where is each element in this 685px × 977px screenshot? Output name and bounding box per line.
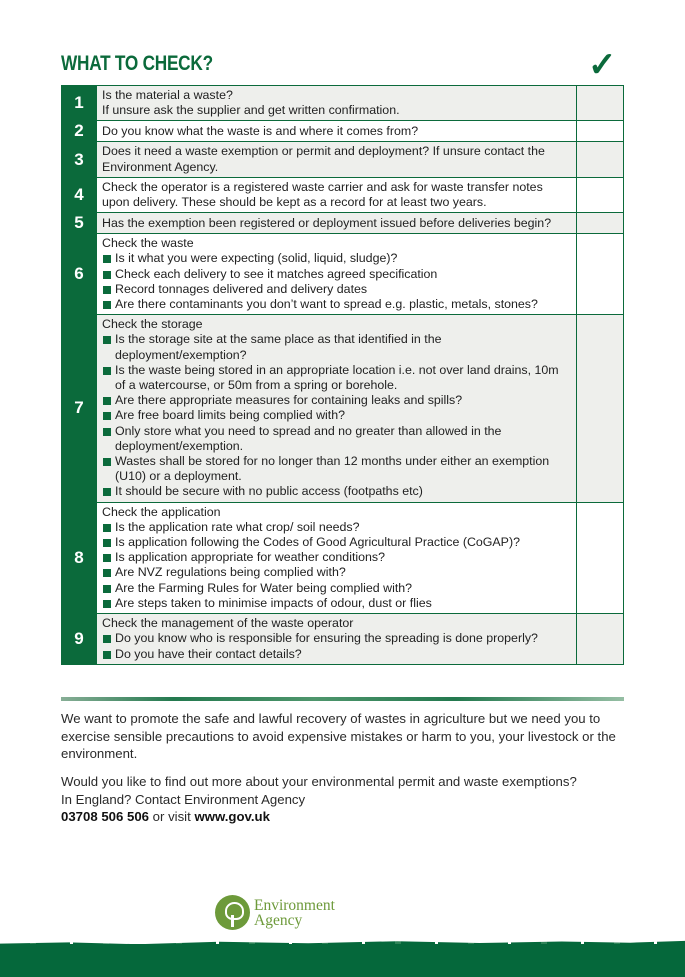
row-text bbox=[97, 142, 577, 177]
row-line: If unsure ask the supplier and get written confirmation. bbox=[102, 103, 400, 118]
checklist-row bbox=[62, 614, 624, 665]
check-box-cell[interactable] bbox=[577, 142, 624, 177]
checklist-row bbox=[62, 315, 624, 502]
website-link[interactable]: www.gov.uk bbox=[194, 809, 270, 824]
row-heading: Is the material a waste? bbox=[102, 88, 233, 102]
bullet-item: Only store what you need to spread and no greater than allowed in the deployment/exemption. bbox=[102, 424, 571, 454]
checklist-row bbox=[62, 142, 624, 177]
check-box-cell[interactable] bbox=[577, 121, 624, 142]
row-text bbox=[97, 121, 577, 142]
row-heading: Check the application bbox=[102, 504, 221, 519]
row-text bbox=[97, 86, 577, 121]
row-text bbox=[97, 177, 577, 212]
row-number: 2 bbox=[62, 121, 97, 142]
row-heading: Does it need a waste exemption or permit and deployment? If unsure contact the Environment Agency. bbox=[102, 144, 545, 174]
bullet-item: Are there contaminants you don’t want to spread e.g. plastic, metals, stones? bbox=[102, 297, 571, 312]
row-number: 7 bbox=[62, 315, 97, 502]
row-number: 6 bbox=[62, 234, 97, 315]
bullet-list bbox=[102, 631, 571, 661]
environment-agency-logo bbox=[215, 895, 335, 930]
row-text bbox=[97, 502, 577, 613]
bullet-item: Is the storage site at the same place as that identified in the deployment/exemption? bbox=[102, 332, 571, 362]
row-heading: Do you know what the waste is and where it comes from? bbox=[102, 123, 419, 138]
bullet-item: Do you know who is responsible for ensuring the spreading is done properly? bbox=[102, 631, 571, 646]
checklist-row bbox=[62, 502, 624, 613]
checklist-table bbox=[61, 85, 624, 665]
bullet-item: Is it what you were expecting (solid, liquid, sludge)? bbox=[102, 251, 571, 266]
bullet-item: Is the application rate what crop/ soil needs? bbox=[102, 520, 571, 535]
row-text bbox=[97, 315, 577, 502]
checklist-row bbox=[62, 86, 624, 121]
bullet-item: Is the waste being stored in an appropriate location i.e. not over land drains, 10m of a watercourse, or 50m from a spring or borehole. bbox=[102, 363, 571, 393]
check-box-cell[interactable] bbox=[577, 234, 624, 315]
row-heading: Check the management of the waste operator bbox=[102, 616, 354, 631]
bullet-item: It should be secure with no public access (footpaths etc) bbox=[102, 484, 571, 499]
phone-number[interactable]: 03708 506 506 bbox=[61, 809, 150, 824]
row-heading: Check the operator is a registered waste carrier and ask for waste transfer notes upon delivery. These should be kept as a record for at least two years. bbox=[102, 179, 543, 210]
bullet-item: Are there appropriate measures for containing leaks and spills? bbox=[102, 393, 571, 408]
check-box-cell[interactable] bbox=[577, 213, 624, 234]
row-number: 9 bbox=[62, 614, 97, 665]
intro-paragraph: We want to promote the safe and lawful recovery of wastes in agriculture but we need you to exercise sensible precautions to avoid expensive mistakes or harm to you, your livestock or the environment. bbox=[61, 711, 616, 761]
bullet-item: Are the Farming Rules for Water being complied with? bbox=[102, 581, 571, 596]
bullet-item: Is application following the Codes of Good Agricultural Practice (CoGAP)? bbox=[102, 535, 571, 550]
bullet-item: Wastes shall be stored for no longer than 12 months under either an exemption (U10) or a deployment. bbox=[102, 454, 571, 484]
bullet-list bbox=[102, 251, 571, 312]
checklist-row bbox=[62, 177, 624, 212]
checklist-row bbox=[62, 213, 624, 234]
bullet-item: Do you have their contact details? bbox=[102, 647, 571, 662]
checkmark-icon: ✓ bbox=[588, 46, 617, 84]
bullet-item: Record tonnages delivered and delivery dates bbox=[102, 282, 571, 297]
contact-question: Would you like to find out more about your environmental permit and waste exemptions? bbox=[61, 774, 577, 789]
environment-agency-tree-icon bbox=[215, 895, 250, 930]
logo-line-2: Agency bbox=[254, 911, 303, 929]
checklist-row bbox=[62, 234, 624, 315]
page-title: WHAT TO CHECK? bbox=[61, 52, 213, 75]
bullet-item: Check each delivery to see it matches agreed specification bbox=[102, 267, 571, 282]
contact-region: In England? Contact Environment Agency bbox=[61, 791, 306, 807]
row-number: 8 bbox=[62, 502, 97, 613]
bullet-list bbox=[102, 520, 571, 611]
row-heading: Has the exemption been registered or deployment issued before deliveries begin? bbox=[102, 215, 552, 230]
bullet-item: Are steps taken to minimise impacts of odour, dust or flies bbox=[102, 596, 571, 611]
row-text bbox=[97, 213, 577, 234]
divider-brushstroke bbox=[61, 697, 624, 701]
bullet-list bbox=[102, 332, 571, 499]
checklist-row bbox=[62, 121, 624, 142]
row-number: 3 bbox=[62, 142, 97, 177]
row-text bbox=[97, 234, 577, 315]
row-number: 5 bbox=[62, 213, 97, 234]
contact-connector: or visit bbox=[149, 809, 195, 824]
footer-band bbox=[0, 944, 685, 977]
check-box-cell[interactable] bbox=[577, 177, 624, 212]
contact-block bbox=[61, 773, 631, 826]
bullet-item: Are free board limits being complied with? bbox=[102, 408, 571, 423]
bullet-item: Is application appropriate for weather conditions? bbox=[102, 550, 571, 565]
row-heading: Check the storage bbox=[102, 317, 203, 332]
check-box-cell[interactable] bbox=[577, 86, 624, 121]
contact-line bbox=[61, 808, 631, 826]
row-number: 1 bbox=[62, 86, 97, 121]
bullet-item: Are NVZ regulations being complied with? bbox=[102, 565, 571, 580]
row-text bbox=[97, 614, 577, 665]
logo-line-1: Environment bbox=[254, 896, 335, 914]
check-box-cell[interactable] bbox=[577, 315, 624, 502]
row-heading: Check the waste bbox=[102, 236, 194, 251]
check-box-cell[interactable] bbox=[577, 502, 624, 613]
logo-text bbox=[254, 898, 335, 928]
check-box-cell[interactable] bbox=[577, 614, 624, 665]
row-number: 4 bbox=[62, 177, 97, 212]
